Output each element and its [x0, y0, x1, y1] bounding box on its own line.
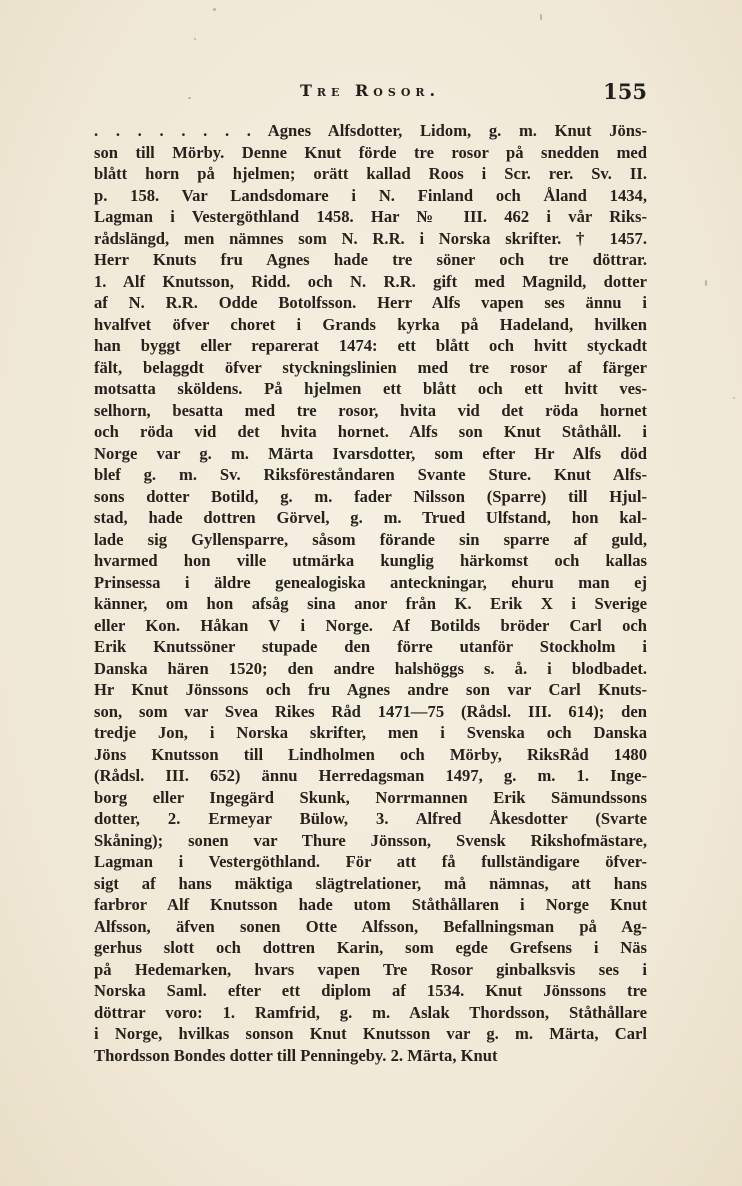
text-line: stad, hade dottren Görvel, g. m. Trued Ulfstand, hon kal- [94, 508, 647, 527]
text-line: sigt af hans mäktiga slägtrelationer, må nämnas, att hans [94, 873, 647, 893]
text-line: Thordsson Bondes dotter till Penningeby. 2. Märta, Knut [94, 1045, 498, 1065]
text-line: lade sig Gyllensparre, såsom förande sin sparre af guld, [94, 529, 647, 549]
text-line: känner, om hon afsåg sina anor från K. Erik X i Sverige [94, 594, 647, 613]
text-line: tredje Jon, i Norska skrifter, men i Svenska och Danska [94, 723, 647, 742]
text-line: (Rådsl. III. 652) ännu Herredagsman 1497, g. m. 1. Inge- [94, 766, 647, 785]
text-line: Erik Knutssöner stupade den förre utanför Stockholm i [94, 637, 647, 656]
paper-speck [213, 8, 216, 11]
text-line: Lagman i Vestergöthland 1458. Har № III. 462 i vår Riks- [94, 207, 647, 226]
paper-speck [733, 397, 735, 399]
text-line: fält, belaggdt öfver styckningslinien med tre rosor af färger [94, 357, 647, 377]
body-text [94, 120, 647, 1066]
text-line: Alfsson, äfven sonen Otte Alfsson, Befallningsman på Ag- [94, 916, 647, 936]
text-line: döttrar voro: 1. Ramfrid, g. m. Aslak Thordsson, Ståthållare [94, 1002, 647, 1022]
paper-speck [705, 280, 707, 286]
text-line: dotter, 2. Ermeyar Bülow, 3. Alfred Åkesdotter (Svarte [94, 809, 647, 828]
text-line: Jöns Knutsson till Lindholmen och Mörby, RiksRåd 1480 [94, 744, 647, 764]
text-line: motsatta sköldens. På hjelmen ett blått och ett hvitt ves- [94, 379, 647, 398]
text-line: hvarmed hon ville utmärka kunglig härkomst och kallas [94, 551, 647, 570]
text-line: hvalfvet öfver choret i Grands kyrka på Hadeland, hvilken [94, 314, 647, 334]
text-line: eller Kon. Håkan V i Norge. Af Botilds bröder Carl och [94, 615, 647, 635]
text-line: son till Mörby. Denne Knut förde tre rosor på snedden med [94, 142, 647, 162]
text-line: selhorn, besatta med tre rosor, hvita vid det röda hornet [94, 400, 647, 420]
text-line: Norge var g. m. Märta Ivarsdotter, som efter Hr Alfs död [94, 443, 647, 463]
text-line: han byggt eller reparerat 1474: ett blått och hvitt styckadt [94, 336, 647, 355]
text-line: borg eller Ingegärd Skunk, Norrmannen Erik Sämundssons [94, 787, 647, 807]
text-line: 1. Alf Knutsson, Ridd. och N. R.R. gift med Magnild, dotter [94, 271, 647, 291]
text-line: Lagman i Vestergöthland. För att få fullständigare öfver- [94, 852, 647, 871]
text-line: Hr Knut Jönssons och fru Agnes andre son var Carl Knuts- [94, 680, 647, 699]
text-line: sons dotter Botild, g. m. fader Nilsson (Sparre) till Hjul- [94, 486, 647, 506]
text-line: . . . . . . . . Agnes Alfsdotter, Lidom, g. m. Knut Jöns- [94, 121, 647, 140]
text-line: Skåning); sonen var Thure Jönsson, Svensk Rikshofmästare, [94, 830, 647, 850]
text-line: Herr Knuts fru Agnes hade tre söner och tre döttrar. [94, 250, 647, 269]
text-line: blef g. m. Sv. Riksföreståndaren Svante Sture. Knut Alfs- [94, 465, 647, 484]
running-title: Tre Rosor. [300, 81, 441, 100]
text-line: och röda vid det hvita hornet. Alfs son Knut Ståthåll. i [94, 422, 647, 441]
text-line: af N. R.R. Odde Botolfsson. Herr Alfs vapen ses ännu i [94, 293, 647, 312]
text-line: son, som var Svea Rikes Råd 1471—75 (Rådsl. III. 614); den [94, 701, 647, 721]
paper-speck [540, 14, 542, 20]
text-line: p. 158. Var Landsdomare i N. Finland och Åland 1434, [94, 185, 647, 205]
paper-speck [194, 38, 196, 40]
text-line: farbror Alf Knutsson hade utom Ståthållaren i Norge Knut [94, 895, 647, 914]
text-line: i Norge, hvilkas sonson Knut Knutsson var g. m. Märta, Carl [94, 1024, 647, 1043]
running-header [94, 81, 647, 107]
text-line: Norska Saml. efter ett diplom af 1534. Knut Jönssons tre [94, 981, 647, 1000]
page-number: 155 [603, 79, 647, 104]
text-line: Prinsessa i äldre genealogiska anteckningar, ehuru man ej [94, 572, 647, 592]
text-line: Danska hären 1520; den andre halshöggs s. å. i blodbadet. [94, 658, 647, 678]
text-line: på Hedemarken, hvars vapen Tre Rosor ginbalksvis ses i [94, 959, 647, 979]
text-line: gerhus slott och dottren Karin, som egde Grefsens i Näs [94, 938, 647, 957]
text-line: rådslängd, men nämnes som N. R.R. i Norska skrifter. † 1457. [94, 228, 647, 248]
text-line: blått horn på hjelmen; orätt kallad Roos i Scr. rer. Sv. II. [94, 164, 647, 183]
